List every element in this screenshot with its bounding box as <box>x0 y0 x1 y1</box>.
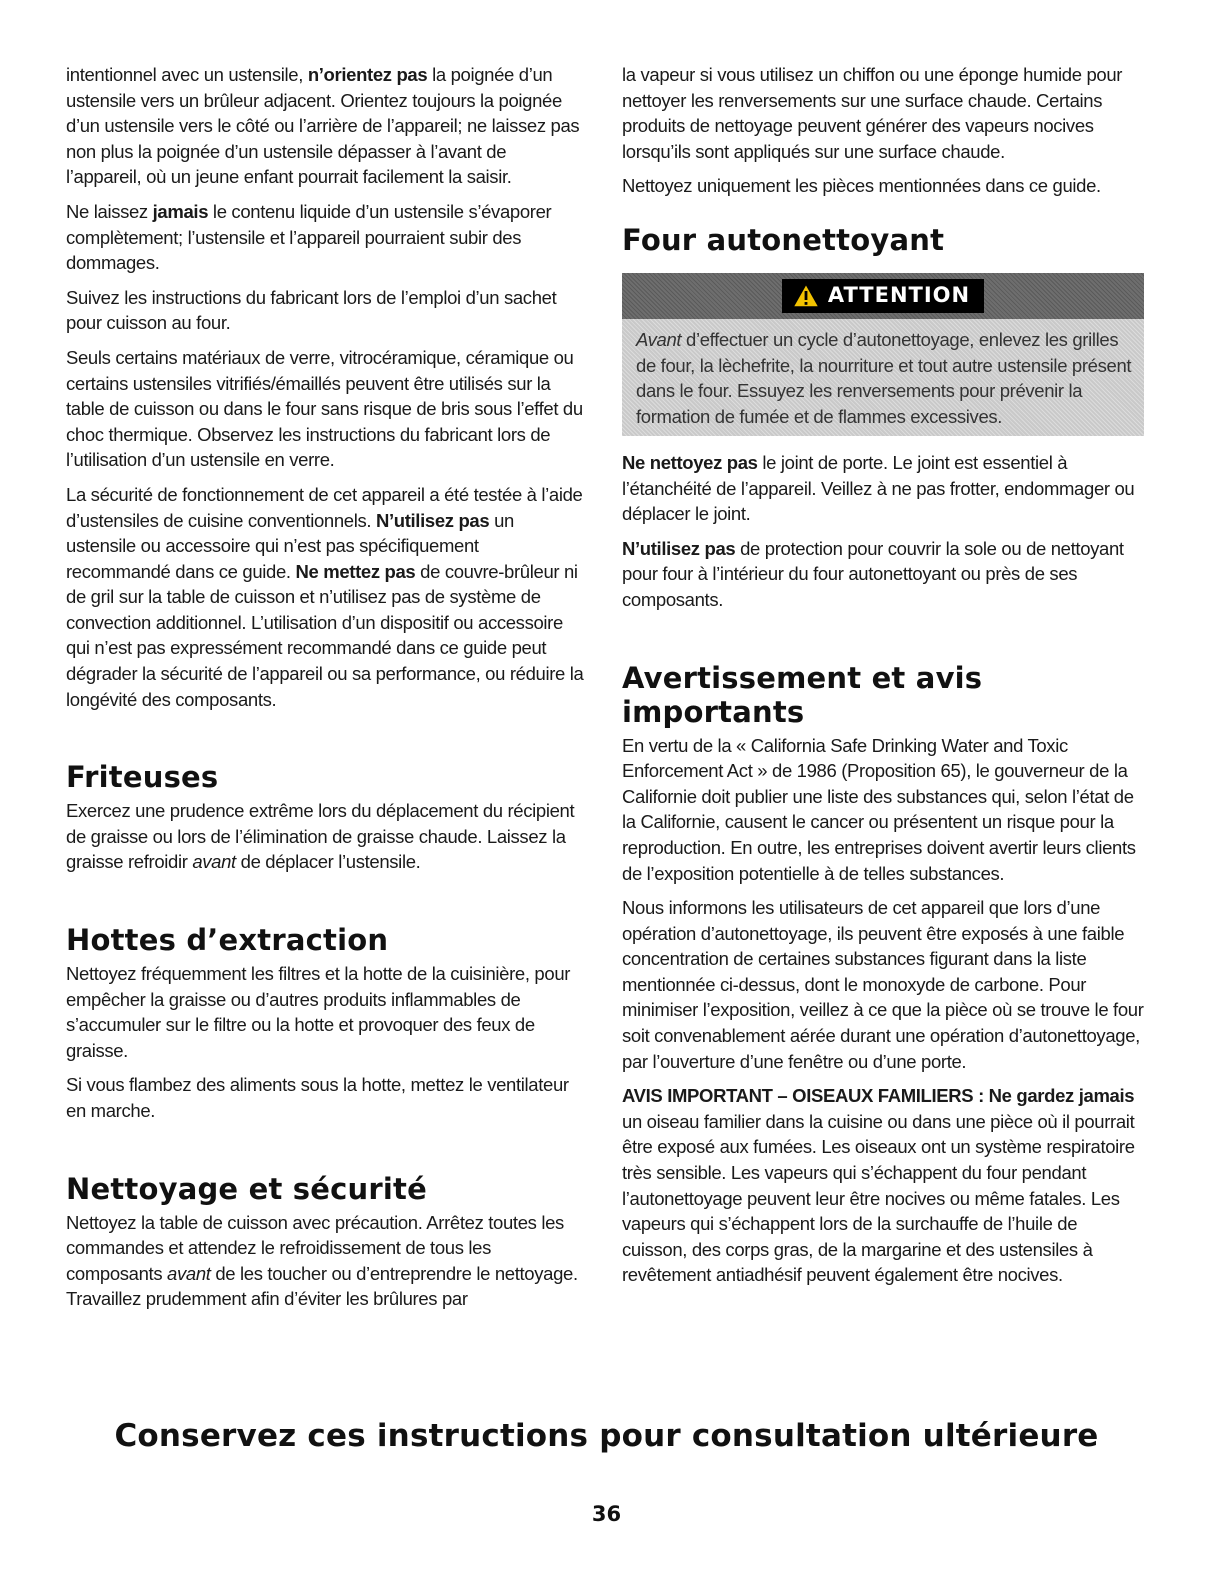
paragraph-exposition: Nous informons les utilisateurs de cet appareil que lors d’une opération d’autonettoyage, ils peuvent être exposés à une faible concentration de certaines substances figurant dans la liste mentionnée ci-dessus, dont le monoxyde de carbone. Pour minimiser l’exposition, veillez à ce que la pièce où se trouve le four soit convenablement aérée durant une opération d’autonettoyage, par l’ouverture d’une fenêtre ou d’une porte. <box>622 897 1144 1072</box>
heading-avertissement: Avertissement et avis importants <box>622 660 983 729</box>
emphasis: Ne mettez pas <box>295 560 416 582</box>
text: Exercez une prudence extrême lors du déplacement du récipient de graisse ou lors de l’élimination de graisse chaude. Laissez la graisse refroidir <box>66 800 575 873</box>
paragraph-friteuses <box>66 798 586 875</box>
emphasis: jamais <box>152 200 209 222</box>
text: de déplacer l’ustensile. <box>235 851 421 873</box>
italic-text: avant <box>167 1262 211 1284</box>
text: le joint de porte. Le joint est essentiel à l’étanchéité de l’appareil. Veillez à ne pas frotter, endommager ou déplacer le joint. <box>622 451 1135 525</box>
paragraph-cooking-bag: Suivez les instructions du fabricant lors de l’emploi d’un sachet pour cuisson au four. <box>66 286 557 334</box>
heading-nettoyage: Nettoyage et sécurité <box>66 1171 427 1206</box>
emphasis: AVIS IMPORTANT – OISEAUX FAMILIERS : Ne gardez jamais <box>622 1085 1135 1107</box>
warning-triangle-icon <box>792 283 820 308</box>
paragraph-protection <box>622 536 1144 613</box>
text: la poignée d’un ustensile vers un brûleur adjacent. Orientez toujours la poignée d’un ustensile vers le côté ou l’arrière de l’appareil; ne laissez pas non plus la poignée d’un ustensile dépasser à l’avant de l’appareil, où un jeune enfant pourrait facilement la saisir. <box>66 64 580 188</box>
paragraph-pieces: Nettoyez uniquement les pièces mentionnées dans ce guide. <box>622 175 1101 197</box>
left-column <box>66 62 586 1321</box>
right-column <box>622 62 1144 1297</box>
attention-box <box>622 273 1144 436</box>
footer-title: Conservez ces instructions pour consultation ultérieure <box>114 1418 1099 1454</box>
emphasis: n’orientez pas <box>307 64 428 85</box>
emphasis: N’utilisez pas <box>375 509 490 531</box>
text: Nettoyez la table de cuisson avec précaution. Arrêtez toutes les commandes et attendez le refroidissement de tous les composants <box>66 1211 564 1284</box>
attention-label <box>782 279 984 313</box>
paragraph-proposition-65: En vertu de la « California Safe Drinking Water and Toxic Enforcement Act » de 1986 (Proposition 65), le gouverneur de la Californie doit publier une liste des substances qui, selon l’état de la Californie, causent le cancer ou présentent un risque pour la reproduction. En outre, les entreprises doivent avertir leurs clients de l’exposition potentielle à de telles substances. <box>622 734 1136 884</box>
italic-text: avant <box>192 851 236 873</box>
attention-band <box>622 273 1144 319</box>
text: un oiseau familier dans la cuisine ou dans une pièce où il pourrait être exposé aux fumées. Les oiseaux ont un système respiratoire très sensible. Les vapeurs qui s’échappent du four pendant l’autonettoyage peuvent leur être nocives ou même fatales. Les vapeurs qui s’échappent lors de la surchauffe de l’huile de cuisson, des corps gras, de la margarine et des ustensiles à revêtement antiadhésif peuvent également être nocives. <box>622 1110 1135 1286</box>
text: de les toucher ou d’entreprendre le nettoyage. Travaillez prudemment afin d’éviter les brûlures par <box>66 1262 578 1310</box>
heading-friteuses: Friteuses <box>66 760 219 795</box>
paragraph-nettoyage <box>66 1210 586 1312</box>
text: intentionnel avec un ustensile, <box>66 64 308 85</box>
emphasis: Ne nettoyez pas <box>622 451 758 473</box>
italic-text: Avant <box>636 328 682 350</box>
attention-message <box>636 327 1134 429</box>
paragraph-oiseaux <box>622 1083 1144 1288</box>
text: de protection pour couvrir la sole ou de nettoyant pour four à l’intérieur du four autonettoyant ou près de ses composants. <box>622 537 1124 610</box>
heading-hottes: Hottes d’extraction <box>66 923 389 958</box>
text: d’effectuer un cycle d’autonettoyage, enlevez les grilles de four, la lèchefrite, la nourriture et tout autre ustensile présent dans le four. Essuyez les renversements pour prévenir la formation de fumée et de flammes excessives. <box>636 328 1132 427</box>
emphasis: N’utilisez pas <box>622 537 736 559</box>
text: un ustensile ou accessoire qui n’est pas spécifiquement recommandé dans ce guide. <box>66 509 514 582</box>
paragraph-vapeur: la vapeur si vous utilisez un chiffon ou une éponge humide pour nettoyer les renversements sur une surface chaude. Certains produits de nettoyage peuvent générer des vapeurs nocives lorsqu’ils sont appliqués sur une surface chaude. <box>622 64 1123 162</box>
page-number: 36 <box>591 1502 622 1526</box>
text: de couvre-brûleur ni de gril sur la table de cuisson et n’utilisez pas de système de convection additionnel. L’utilisation d’un dispositif ou accessoire qui n’est pas expressément recommandé dans ce guide peut dégrader la sécurité de l’appareil ou sa performance, ou réduire la longévité des composants. <box>66 560 584 710</box>
paragraph-joint <box>622 450 1144 527</box>
paragraph-hottes-2: Si vous flambez des aliments sous la hotte, mettez le ventilateur en marche. <box>66 1074 569 1121</box>
paragraph-cookware-handles <box>66 62 586 190</box>
paragraph-evaporation <box>66 199 586 276</box>
text: Ne laissez <box>66 200 153 222</box>
paragraph-hottes-1: Nettoyez fréquemment les filtres et la hotte de la cuisinière, pour empêcher la graisse ou d’autres produits inflammables de s’accumuler sur le filtre ou la hotte et provoquer des feux de graisse. <box>66 963 571 1061</box>
paragraph-accessories <box>66 482 586 712</box>
heading-four-autonettoyant: Four autonettoyant <box>622 222 945 257</box>
attention-text: ATTENTION <box>827 283 971 308</box>
text: La sécurité de fonctionnement de cet appareil a été testée à l’aide d’ustensiles de cuisine conventionnels. <box>66 483 583 531</box>
paragraph-glass-materials: Seuls certains matériaux de verre, vitrocéramique, céramique ou certains ustensiles vitrifiés/émaillés peuvent être utilisés sur la table de cuisson ou dans le four sans risque de bris sous l’effet du choc thermique. Observez les instructions du fabricant lors de l’utilisation d’un ustensile en verre. <box>66 346 583 471</box>
text: le contenu liquide d’un ustensile s’évaporer complètement; l’ustensile et l’appareil pourraient subir des dommages. <box>66 200 552 274</box>
